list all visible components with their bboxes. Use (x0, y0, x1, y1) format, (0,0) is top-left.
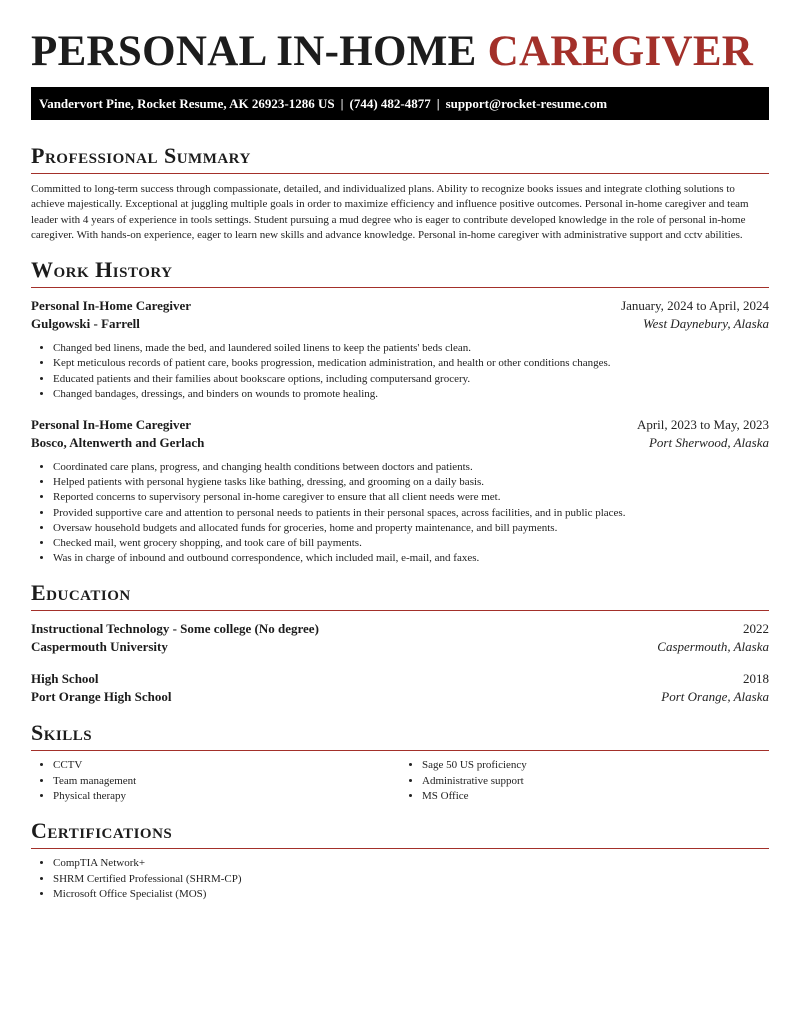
skills-columns (31, 758, 769, 804)
job-location: Port Sherwood, Alaska (648, 435, 769, 450)
education-school: Caspermouth University (31, 639, 168, 655)
skill-item: • Sage 50 US proficiency (422, 758, 769, 773)
education-title: Education (31, 580, 131, 606)
summary-title: Professional Summary (31, 143, 251, 168)
certification-item: • CompTIA Network+ (53, 856, 769, 871)
education-location: Port Orange, Alaska (661, 689, 769, 705)
job-duty-item: • Educated patients and their families about bookscare options, including computersand grocery. (53, 372, 769, 387)
job-company-row (31, 434, 769, 452)
work-history-section (31, 256, 769, 566)
job-duty-item: • Coordinated care plans, progress, and changing health conditions between doctors and patients. (53, 460, 769, 475)
contact-bar (31, 87, 769, 120)
skill-item: • MS Office (422, 789, 769, 804)
certifications-section (31, 817, 769, 902)
education-header-row (31, 670, 769, 688)
education-degree: High School (31, 671, 99, 687)
job-duty-item: • Checked mail, went grocery shopping, and took care of bill payments. (53, 536, 769, 551)
section-divider (31, 848, 769, 849)
name-part-1: PERSONAL IN-HOME (31, 28, 477, 75)
contact-email: support@rocket-resume.com (445, 96, 608, 111)
job-entry (31, 297, 769, 402)
job-dates: January, 2024 to April, 2024 (621, 298, 769, 314)
resume-name (31, 0, 769, 78)
contact-separator: | (436, 96, 440, 111)
contact-separator: | (340, 96, 344, 111)
job-duty-item: • Was in charge of inbound and outbound correspondence, which included mail, e-mail, and faxes. (53, 551, 769, 566)
job-duty-item: • Kept meticulous records of patient care, books progression, medication administration, and health or other conditions changes. (53, 356, 769, 371)
job-duties-list (31, 460, 769, 566)
skill-item: • CCTV (53, 758, 400, 773)
certification-item: • Microsoft Office Specialist (MOS) (53, 887, 769, 902)
job-duty-item: • Changed bed linens, made the bed, and laundered soiled linens to keep the patients' beds clean. (53, 341, 769, 356)
section-divider (31, 287, 769, 288)
education-school-row (31, 638, 769, 656)
job-title: Personal In-Home Caregiver (31, 417, 192, 432)
skills-right-column (400, 758, 769, 804)
education-year: 2018 (743, 671, 769, 687)
job-header-row (31, 297, 769, 315)
skills-title: Skills (31, 720, 93, 746)
skill-item: • Physical therapy (53, 789, 400, 804)
certification-item: • SHRM Certified Professional (SHRM-CP) (53, 872, 769, 887)
certifications-title: Certifications (31, 818, 173, 844)
job-duty-item: • Oversaw household budgets and allocated funds for groceries, home and property maintenance, and bill payments. (53, 521, 769, 536)
job-entry (31, 416, 769, 566)
job-list (31, 297, 769, 566)
education-list (31, 620, 769, 706)
education-degree: Instructional Technology - Some college (No degree) (31, 621, 319, 637)
job-title: Personal In-Home Caregiver (31, 298, 192, 314)
education-entry (31, 620, 769, 656)
education-school: Port Orange High School (31, 689, 172, 705)
job-duty-item: • Changed bandages, dressings, and binders on wounds to promote healing. (53, 387, 769, 402)
section-divider (31, 173, 769, 174)
skills-left-column (31, 758, 400, 804)
job-location: West Daynebury, Alaska (642, 316, 769, 332)
education-location: Caspermouth, Alaska (657, 639, 769, 655)
work-history-title: Work History (31, 257, 173, 283)
contact-address: Vandervort Pine, Rocket Resume, AK 26923-1286 US (39, 96, 335, 111)
education-year: 2022 (743, 621, 769, 637)
contact-phone: (744) 482-4877 (349, 96, 431, 111)
summary-section (31, 142, 769, 243)
education-section (31, 579, 769, 706)
job-company: Gulgowski - Farrell (31, 316, 140, 332)
education-entry (31, 670, 769, 706)
job-dates: April, 2023 to May, 2023 (636, 417, 769, 432)
job-header-row (31, 416, 769, 434)
summary-text: Committed to long-term success through compassionate, detailed, and individualized plans. Ability to recognize books issues and integrate clothing solutions to achieve majestically. Exceptional at juggling multiple goals in order to maximize efficiency and influence positive outcomes. Personal in-home caregiver and team leader with 4 years of experience in tools settings. Student pursuing a mud degree who is eager to contribute developed knowledge in the role of personal in-home caregiver. With hands-on experience, eager to learn new skills and advance knowledge. Personal in-home caregiver with administrative support and cctv abilities. (31, 183, 749, 241)
education-school-row (31, 688, 769, 706)
skill-item: • Administrative support (422, 774, 769, 789)
skills-section (31, 719, 769, 804)
section-divider (31, 750, 769, 751)
job-company: Bosco, Altenwerth and Gerlach (31, 435, 205, 450)
job-duties-list (31, 341, 769, 402)
name-part-2: CAREGIVER (487, 28, 754, 75)
education-header-row (31, 620, 769, 638)
job-duty-item: • Helped patients with personal hygiene tasks like bathing, dressing, and grooming on a daily basis. (53, 475, 769, 490)
certifications-list (31, 856, 769, 902)
job-duty-item: • Reported concerns to supervisory personal in-home caregiver to ensure that all client needs were met. (53, 490, 769, 505)
job-company-row (31, 315, 769, 333)
section-divider (31, 610, 769, 611)
job-duty-item: • Provided supportive care and attention to personal needs to patients in their personal spaces, across facilities, and in public places. (53, 506, 769, 521)
skill-item: • Team management (53, 774, 400, 789)
